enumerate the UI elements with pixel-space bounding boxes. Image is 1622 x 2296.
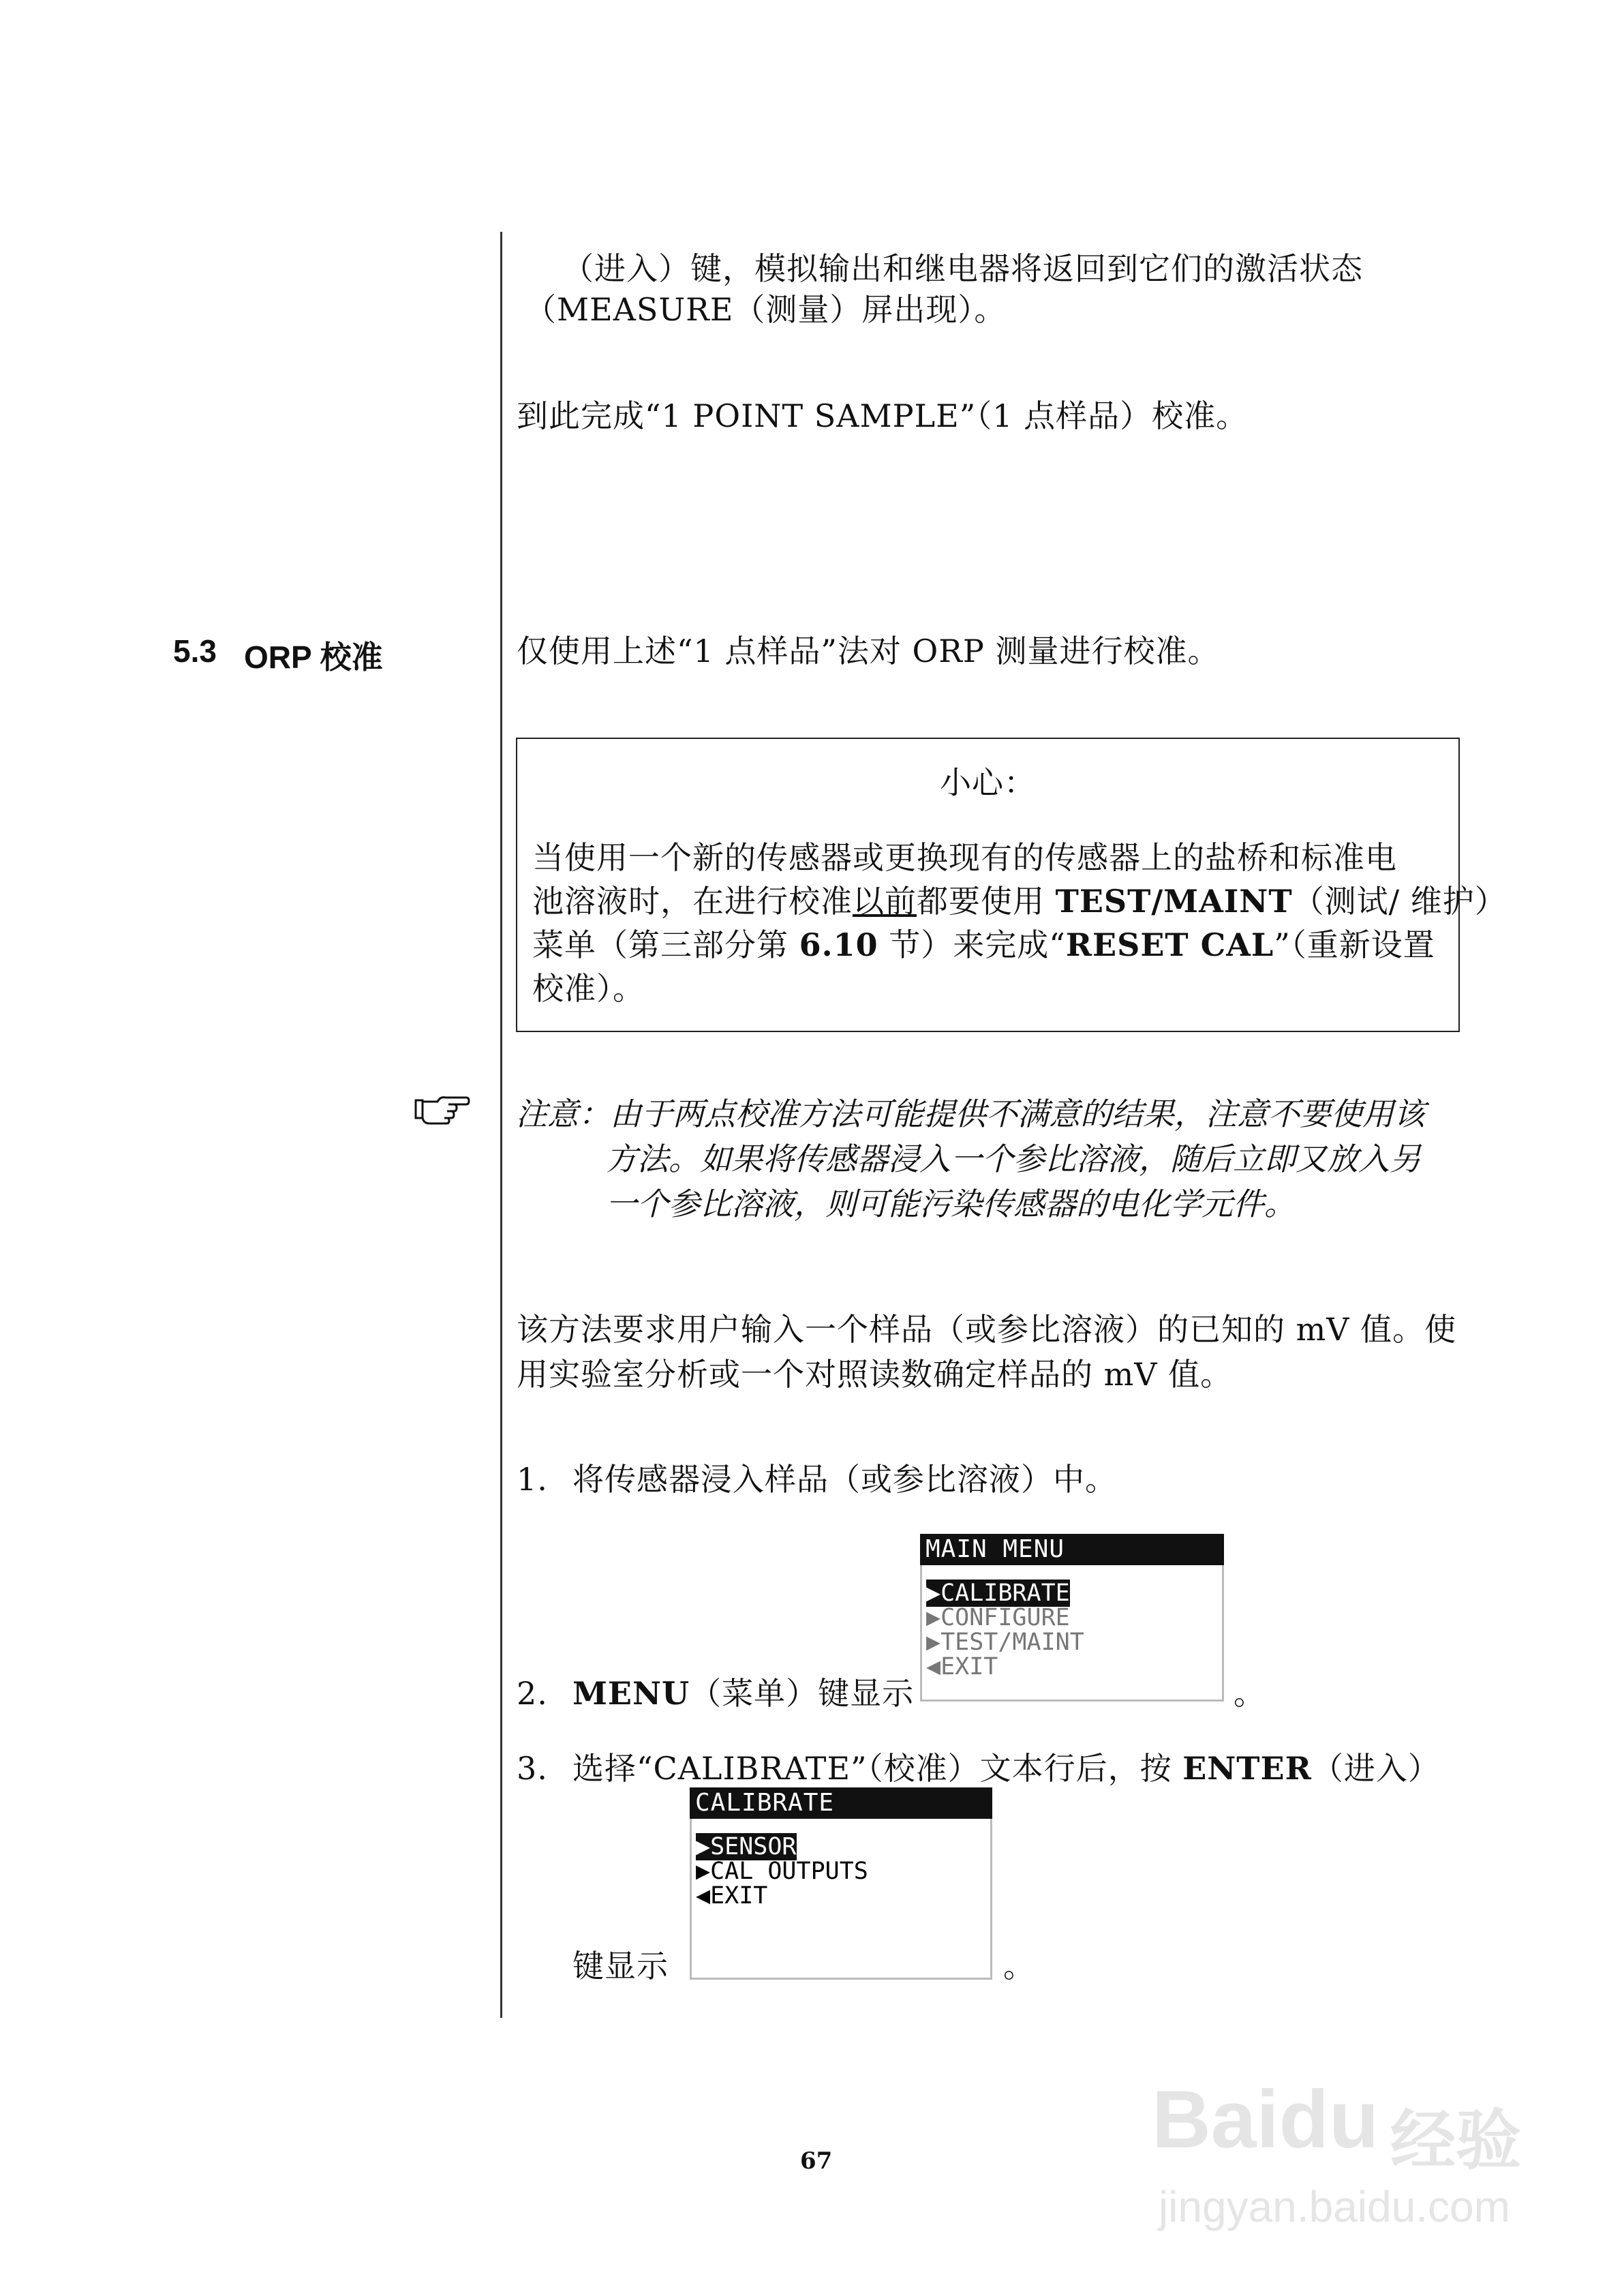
para-line: （MEASURE（测量）屏出现）。 (525, 291, 1007, 328)
section-intro: 仅使用上述“1 点样品”法对 ORP 测量进行校准。 (517, 633, 1220, 669)
step-text: 将传感器浸入样品（或参比溶液）中。 (572, 1461, 1117, 1498)
para-line: （进入）键，模拟输出和继电器将返回到它们的激活状态 (562, 250, 1363, 287)
step-text: 键显示 (572, 1948, 669, 1984)
caution-title: 小心： (940, 764, 1036, 801)
watermark-cn: 经验 (1390, 2104, 1521, 2177)
main-menu-title: MAIN MENU (920, 1534, 1224, 1565)
section-number: 5.3 (173, 633, 217, 669)
para-line: 该方法要求用户输入一个样品（或参比溶液）的已知的 mV 值。使 (517, 1311, 1457, 1348)
step-number: 1. (517, 1461, 548, 1498)
step-number: 3. (517, 1750, 548, 1787)
step-text: 选择“CALIBRATE”（校准）文本行后，按 ENTER（进入） (572, 1750, 1440, 1787)
menu-item-exit[interactable]: ◀EXIT (926, 1653, 998, 1680)
pointing-hand-icon (413, 1091, 470, 1125)
page-number: 67 (800, 2147, 833, 2175)
note-line: 方法。如果将传感器浸入一个参比溶液，随后立即又放入另 (606, 1141, 1421, 1177)
menu-item-calibrate[interactable]: ▶CALIBRATE (926, 1580, 1070, 1607)
calibrate-menu-screen (690, 1787, 992, 1980)
margin-rule (500, 232, 502, 2018)
caution-line: 池溶液时，在进行校准以前都要使用 TEST/MAINT（测试/ 维护） (532, 883, 1507, 920)
menu-item-configure[interactable]: ▶CONFIGURE (926, 1604, 1070, 1631)
step-end: 。 (1003, 1948, 1035, 1984)
step-text: MENU（菜单）键显示 (572, 1675, 915, 1712)
caution-line: 当使用一个新的传感器或更换现有的传感器上的盐桥和标准电 (532, 839, 1397, 876)
menu-item-cal-outputs[interactable]: ▶CAL OUTPUTS (696, 1858, 868, 1885)
note-line: 一个参比溶液，则可能污染传感器的电化学元件。 (606, 1185, 1296, 1222)
watermark-brand: Baidu (1152, 2074, 1379, 2165)
caution-line: 菜单（第三部分第 6.10 节）来完成“RESET CAL”（重新设置 (532, 926, 1435, 963)
caution-box (516, 738, 1507, 1032)
caution-line: 校准）。 (532, 970, 645, 1007)
menu-item-sensor[interactable]: ▶SENSOR (696, 1833, 797, 1860)
main-menu-screen (920, 1534, 1224, 1702)
section-title: ORP 校准 (244, 639, 383, 675)
step-number: 2. (517, 1675, 548, 1712)
step-end: 。 (1234, 1675, 1266, 1712)
para-line: 用实验室分析或一个对照读数确定样品的 mV 值。 (517, 1356, 1233, 1393)
completion-text: 到此完成“1 POINT SAMPLE”（1 点样品）校准。 (517, 397, 1249, 434)
watermark-url: jingyan.baidu.com (1159, 2182, 1510, 2231)
menu-item-exit[interactable]: ◀EXIT (696, 1882, 768, 1909)
note-line: 注意：由于两点校准方法可能提供不满意的结果，注意不要使用该 (516, 1096, 1425, 1132)
calibrate-menu-title: CALIBRATE (690, 1787, 992, 1819)
menu-item-test-maint[interactable]: ▶TEST/MAINT (926, 1629, 1084, 1656)
